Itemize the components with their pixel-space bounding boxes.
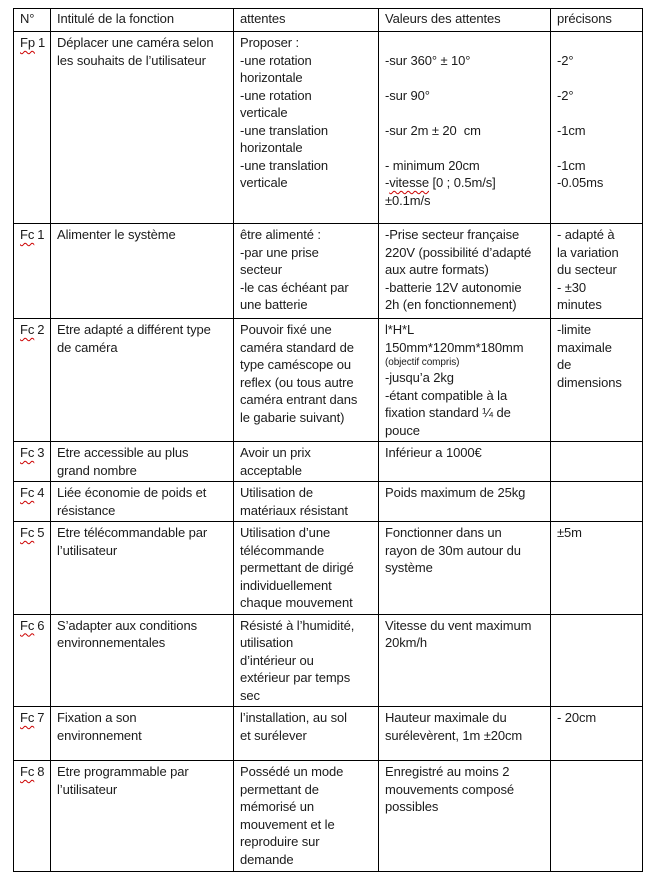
table-row bbox=[14, 32, 643, 224]
text-line: Vitesse du vent maximum bbox=[385, 617, 532, 633]
misspelled-word: Fc bbox=[20, 485, 35, 500]
text-line: Utilisation d’une bbox=[240, 525, 331, 540]
text-line: Hauteur maximale du bbox=[385, 710, 507, 725]
text-line: mémorisé un bbox=[240, 799, 315, 814]
cell-valeurs bbox=[379, 707, 551, 761]
text-line: reproduire sur bbox=[240, 834, 320, 849]
cell-attentes bbox=[234, 482, 379, 522]
text-line: horizontale bbox=[240, 70, 303, 85]
text-line: -batterie 12V autonomie bbox=[385, 279, 522, 295]
text-line: dimensions bbox=[557, 374, 622, 390]
text-line: résistance bbox=[57, 502, 116, 518]
text-line: fixation standard ¼ de bbox=[385, 405, 511, 420]
cell-id bbox=[14, 224, 51, 319]
text-line: pouce bbox=[385, 422, 420, 438]
cell-fonction bbox=[51, 707, 234, 761]
text-line: Etre accessible au plus bbox=[57, 445, 189, 460]
text-line bbox=[557, 34, 636, 52]
text-line: sec bbox=[240, 687, 260, 703]
cell-id bbox=[14, 32, 51, 224]
text-line: télécommande bbox=[240, 542, 325, 558]
text-line: verticale bbox=[240, 175, 288, 190]
text-line: -1cm bbox=[557, 157, 586, 173]
text-line: -étant compatible à la bbox=[385, 387, 508, 403]
cell-attentes bbox=[234, 442, 379, 482]
misspelled-word: Fp bbox=[20, 35, 35, 50]
cell-attentes bbox=[234, 32, 379, 224]
cell-id bbox=[14, 319, 51, 442]
text-line: Fixation a son bbox=[57, 710, 137, 725]
text-line: l’utilisateur bbox=[57, 542, 118, 558]
text-line: - minimum 20cm bbox=[385, 157, 480, 173]
text-line: Fc 2 bbox=[20, 322, 45, 337]
text-line: d’intérieur ou bbox=[240, 652, 314, 668]
cell-id bbox=[14, 707, 51, 761]
cell-valeurs bbox=[379, 482, 551, 522]
misspelled-word: Fc bbox=[20, 710, 35, 725]
text-line: Fc 7 bbox=[20, 710, 45, 725]
table-row bbox=[14, 224, 643, 319]
text-line: S’adapter aux conditions bbox=[57, 617, 197, 633]
text-line: -une translation bbox=[240, 157, 329, 173]
table-row bbox=[14, 761, 643, 872]
text-line: Possédé un mode bbox=[240, 764, 344, 779]
cell-id bbox=[14, 482, 51, 522]
text-line: -0.05ms bbox=[557, 175, 604, 190]
cell-precisions bbox=[551, 761, 643, 872]
cell-valeurs bbox=[379, 32, 551, 224]
column-header-intitule: Intitulé de la fonction bbox=[51, 9, 234, 32]
cell-id bbox=[14, 522, 51, 615]
text-line: matériaux résistant bbox=[240, 502, 348, 518]
cell-fonction bbox=[51, 482, 234, 522]
misspelled-word: Fc bbox=[20, 322, 35, 337]
cell-attentes bbox=[234, 614, 379, 707]
text-line: l’installation, au sol bbox=[240, 710, 347, 725]
text-line: une batterie bbox=[240, 297, 308, 312]
cell-valeurs bbox=[379, 522, 551, 615]
text-line: -une rotation bbox=[240, 52, 312, 68]
text-line: être alimenté : bbox=[240, 227, 321, 242]
table-row bbox=[14, 522, 643, 615]
table-row bbox=[14, 707, 643, 761]
text-line: -une rotation bbox=[240, 87, 312, 103]
text-line: environnementales bbox=[57, 635, 166, 650]
text-line bbox=[385, 139, 544, 157]
text-line: Fc 5 bbox=[20, 525, 45, 540]
text-line: verticale bbox=[240, 105, 288, 120]
text-line: - ±30 bbox=[557, 279, 587, 295]
table-row bbox=[14, 442, 643, 482]
text-line: type caméscope ou bbox=[240, 357, 352, 372]
cell-precisions bbox=[551, 482, 643, 522]
text-line: -1cm bbox=[557, 122, 586, 138]
cell-fonction bbox=[51, 522, 234, 615]
text-line bbox=[385, 69, 544, 87]
text-line: minutes bbox=[557, 297, 602, 312]
text-line: -Prise secteur française bbox=[385, 227, 520, 242]
text-line: individuellement bbox=[240, 577, 332, 593]
misspelled-word: Fc bbox=[20, 525, 35, 540]
text-line: (objectif compris) bbox=[385, 357, 460, 368]
text-line: 220V (possibilité d’adapté bbox=[385, 244, 532, 260]
text-line bbox=[557, 139, 636, 157]
misspelled-word: Fc bbox=[20, 617, 35, 633]
text-line: secteur bbox=[240, 262, 282, 277]
text-line: -par une prise bbox=[240, 244, 319, 260]
cell-precisions bbox=[551, 442, 643, 482]
cell-precisions bbox=[551, 614, 643, 707]
text-line: -2° bbox=[557, 52, 574, 68]
misspelled-word: Fc bbox=[20, 227, 35, 242]
text-line: Alimenter le système bbox=[57, 227, 176, 242]
text-line: Inférieur a 1000€ bbox=[385, 445, 482, 460]
text-line: - 20cm bbox=[557, 710, 597, 725]
cell-valeurs bbox=[379, 442, 551, 482]
text-line: -vitesse [0 ; 0.5m/s] bbox=[385, 175, 496, 190]
misspelled-word: Fc bbox=[20, 445, 35, 460]
text-line: Etre adapté a différent type bbox=[57, 322, 211, 337]
text-line: l*H*L bbox=[385, 322, 415, 337]
text-line: acceptable bbox=[240, 462, 302, 478]
cell-attentes bbox=[234, 707, 379, 761]
header-row bbox=[14, 9, 643, 32]
cell-valeurs bbox=[379, 761, 551, 872]
cell-fonction bbox=[51, 32, 234, 224]
text-line: Fc 8 bbox=[20, 764, 45, 779]
table-row bbox=[14, 319, 643, 442]
cell-valeurs bbox=[379, 614, 551, 707]
text-line: du secteur bbox=[557, 262, 617, 277]
column-header-numero: N° bbox=[14, 9, 51, 32]
text-line: environnement bbox=[57, 727, 142, 743]
text-line: Poids maximum de 25kg bbox=[385, 485, 526, 500]
misspelled-word: Fc bbox=[20, 764, 35, 779]
text-line: la variation bbox=[557, 244, 619, 260]
text-line: permettant de dirigé bbox=[240, 560, 354, 575]
table-row bbox=[14, 614, 643, 707]
cell-id bbox=[14, 442, 51, 482]
text-line: permettant de bbox=[240, 781, 319, 797]
cell-id bbox=[14, 614, 51, 707]
text-line: Fc 6 bbox=[20, 617, 45, 633]
text-line: Etre télécommandable par bbox=[57, 525, 208, 540]
cell-attentes bbox=[234, 522, 379, 615]
text-line: utilisation bbox=[240, 635, 294, 650]
text-line: Enregistré au moins 2 bbox=[385, 764, 510, 779]
text-line: -jusqu’a 2kg bbox=[385, 370, 454, 385]
text-line: Fonctionner dans un bbox=[385, 525, 502, 540]
text-line bbox=[385, 104, 544, 122]
cell-fonction bbox=[51, 614, 234, 707]
text-line: rayon de 30m autour du bbox=[385, 542, 521, 558]
text-line: reflex (ou tous autre bbox=[240, 374, 354, 390]
text-line: Liée économie de poids et bbox=[57, 485, 207, 500]
text-line: -sur 2m ± 20 cm bbox=[385, 122, 481, 138]
text-line bbox=[557, 104, 636, 122]
text-line: -une translation bbox=[240, 122, 329, 138]
text-line: demande bbox=[240, 851, 294, 867]
text-line: l’utilisateur bbox=[57, 781, 118, 797]
text-line: Utilisation de bbox=[240, 485, 314, 500]
cell-attentes bbox=[234, 761, 379, 872]
text-line: et surélever bbox=[240, 727, 307, 743]
cell-attentes bbox=[234, 319, 379, 442]
text-line: Déplacer une caméra selon bbox=[57, 35, 214, 50]
functional-requirements-table bbox=[13, 8, 643, 872]
cell-valeurs bbox=[379, 319, 551, 442]
text-line: horizontale bbox=[240, 140, 303, 155]
cell-valeurs bbox=[379, 224, 551, 319]
text-line: de caméra bbox=[57, 339, 118, 355]
text-line: système bbox=[385, 560, 433, 575]
cell-id bbox=[14, 761, 51, 872]
text-line: le gabarie suivant) bbox=[240, 409, 345, 425]
text-line: Résisté à l’humidité, bbox=[240, 617, 355, 633]
text-line: -limite bbox=[557, 322, 591, 337]
column-header-valeurs: Valeurs des attentes bbox=[379, 9, 551, 32]
text-line: 150mm*120mm*180mm bbox=[385, 339, 524, 355]
cell-precisions bbox=[551, 522, 643, 615]
text-line: -le cas échéant par bbox=[240, 279, 349, 295]
text-line: aux autre formats) bbox=[385, 262, 489, 277]
text-line: ±5m bbox=[557, 525, 582, 540]
table-row bbox=[14, 482, 643, 522]
text-line: Fp 1 bbox=[20, 35, 46, 50]
text-line: ±0.1m/s bbox=[385, 192, 431, 208]
cell-precisions bbox=[551, 32, 643, 224]
text-line: mouvement et le bbox=[240, 816, 335, 832]
text-line: Etre programmable par bbox=[57, 764, 189, 779]
text-line: -sur 360° ± 10° bbox=[385, 52, 471, 68]
cell-fonction bbox=[51, 761, 234, 872]
text-line: 2h (en fonctionnement) bbox=[385, 297, 517, 312]
cell-attentes bbox=[234, 224, 379, 319]
text-line: - adapté à bbox=[557, 227, 615, 242]
text-line: Fc 3 bbox=[20, 445, 45, 460]
text-line bbox=[385, 34, 544, 52]
text-line: -2° bbox=[557, 87, 574, 103]
cell-fonction bbox=[51, 224, 234, 319]
text-line: possibles bbox=[385, 799, 439, 814]
text-line: de bbox=[557, 357, 572, 372]
text-line: Proposer : bbox=[240, 35, 299, 50]
text-line: les souhaits de l’utilisateur bbox=[57, 52, 206, 68]
misspelled-word: vitesse bbox=[389, 175, 429, 190]
text-line: 20km/h bbox=[385, 635, 428, 650]
text-line: maximale bbox=[557, 339, 612, 355]
text-line: caméra standard de bbox=[240, 339, 354, 355]
cell-fonction bbox=[51, 442, 234, 482]
text-line: Avoir un prix bbox=[240, 445, 311, 460]
text-line: Pouvoir fixé une bbox=[240, 322, 332, 337]
text-line: caméra entrant dans bbox=[240, 392, 358, 407]
text-line: Fc 4 bbox=[20, 485, 45, 500]
column-header-attentes: attentes bbox=[234, 9, 379, 32]
column-header-precisons: précisons bbox=[551, 9, 643, 32]
text-line: chaque mouvement bbox=[240, 595, 353, 610]
text-line: mouvements composé bbox=[385, 781, 514, 797]
text-line: surélevèrent, 1m ±20cm bbox=[385, 727, 523, 743]
cell-precisions bbox=[551, 319, 643, 442]
text-line: extérieur par temps bbox=[240, 670, 351, 685]
text-line bbox=[557, 69, 636, 87]
cell-precisions bbox=[551, 707, 643, 761]
cell-precisions bbox=[551, 224, 643, 319]
text-line: Fc 1 bbox=[20, 227, 45, 242]
text-line: grand nombre bbox=[57, 462, 137, 478]
text-line: -sur 90° bbox=[385, 87, 430, 103]
cell-fonction bbox=[51, 319, 234, 442]
